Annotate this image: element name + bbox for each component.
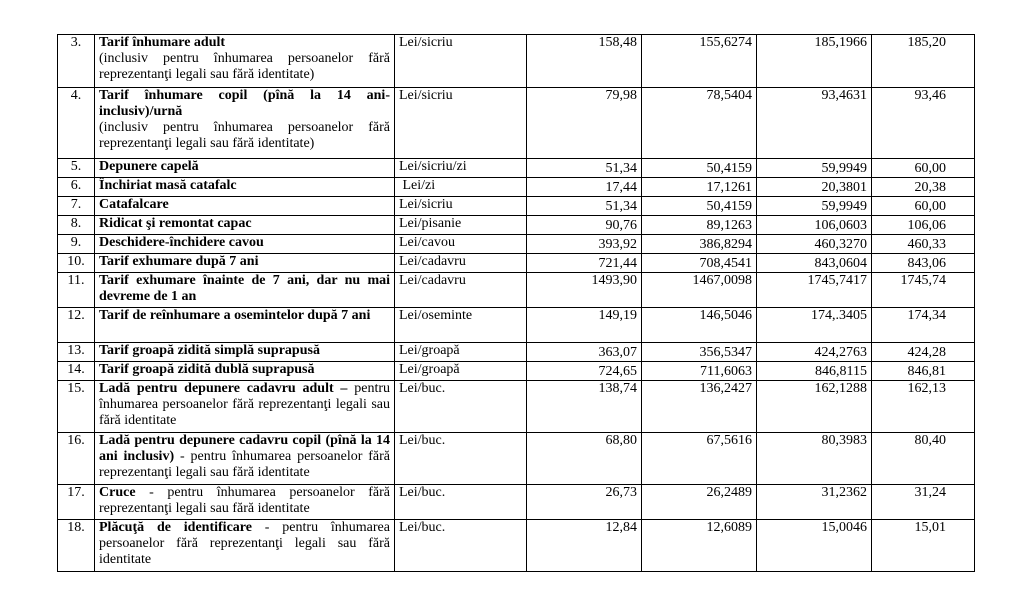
unit-of-measure: Lei/groapă [395, 362, 527, 381]
tariff-value-2: 12,6089 [642, 520, 757, 572]
row-number: 11. [58, 273, 95, 308]
row-number: 4. [58, 88, 95, 159]
unit-of-measure: Lei/oseminte [395, 308, 527, 343]
tariff-value-4: 1745,74 [872, 273, 975, 308]
unit-of-measure: Lei/sicriu [395, 197, 527, 216]
service-description [95, 197, 395, 216]
tariff-value-3: 80,3983 [757, 433, 872, 485]
unit-of-measure: Lei/buc. [395, 381, 527, 433]
tariff-value-3: 1745,7417 [757, 273, 872, 308]
row-number: 17. [58, 485, 95, 520]
tariff-value-4: 106,06 [872, 216, 975, 235]
tariff-value-3: 93,4631 [757, 88, 872, 159]
service-description [95, 35, 395, 88]
service-name: Tarif înhumare copil (pînă la 14 ani-inclusiv)/urnă [99, 88, 390, 119]
table-row [58, 308, 975, 343]
row-number: 3. [58, 35, 95, 88]
tariff-value-1: 17,44 [527, 178, 642, 197]
service-name: Depunere capelă [99, 159, 199, 174]
tariff-value-2: 50,4159 [642, 159, 757, 178]
tariff-value-1: 724,65 [527, 362, 642, 381]
tariff-value-3: 843,0604 [757, 254, 872, 273]
service-name: Tarif groapă zidită simplă suprapusă [99, 343, 320, 358]
service-name: Cruce [99, 485, 136, 500]
unit-of-measure: Lei/sicriu/zi [395, 159, 527, 178]
row-number: 15. [58, 381, 95, 433]
unit-of-measure: Lei/sicriu [395, 88, 527, 159]
tariff-value-4: 174,34 [872, 308, 975, 343]
service-description [95, 254, 395, 273]
tariff-value-3: 59,9949 [757, 197, 872, 216]
tariff-value-2: 17,1261 [642, 178, 757, 197]
row-number: 14. [58, 362, 95, 381]
row-number: 6. [58, 178, 95, 197]
table-row [58, 520, 975, 572]
row-number: 18. [58, 520, 95, 572]
service-name: Tarif exhumare înainte de 7 ani, dar nu mai devreme de 1 an [99, 273, 390, 304]
service-name: Tarif exhumare după 7 ani [99, 254, 259, 269]
tariff-value-1: 12,84 [527, 520, 642, 572]
service-description [95, 485, 395, 520]
service-note: - pentru înhumarea persoanelor fără reprezentanţi legali sau fără identitate [99, 485, 390, 516]
tariff-value-4: 424,28 [872, 343, 975, 362]
tariff-value-1: 138,74 [527, 381, 642, 433]
unit-of-measure: Lei/cavou [395, 235, 527, 254]
tariff-value-4: 80,40 [872, 433, 975, 485]
table-row [58, 159, 975, 178]
service-description [95, 88, 395, 159]
service-name: Deschidere-închidere cavou [99, 235, 264, 250]
tariff-value-1: 158,48 [527, 35, 642, 88]
tariff-value-2: 50,4159 [642, 197, 757, 216]
table-row [58, 197, 975, 216]
tariff-value-3: 31,2362 [757, 485, 872, 520]
unit-of-measure: Lei/sicriu [395, 35, 527, 88]
service-description [95, 520, 395, 572]
tariff-value-3: 846,8115 [757, 362, 872, 381]
tariff-value-2: 1467,0098 [642, 273, 757, 308]
tariff-value-1: 51,34 [527, 159, 642, 178]
tariff-table [57, 34, 975, 572]
row-number: 12. [58, 308, 95, 343]
service-description [95, 308, 395, 343]
tariff-value-4: 60,00 [872, 197, 975, 216]
service-name: Catafalcare [99, 197, 169, 212]
tariff-value-3: 15,0046 [757, 520, 872, 572]
tariff-value-4: 31,24 [872, 485, 975, 520]
unit-of-measure: Lei/pisanie [395, 216, 527, 235]
tariff-value-2: 711,6063 [642, 362, 757, 381]
service-note: pentru înhumarea persoanelor fără reprezentanţi legali sau fără identitate [99, 381, 390, 428]
tariff-value-2: 78,5404 [642, 88, 757, 159]
tariff-value-4: 15,01 [872, 520, 975, 572]
service-name: Tarif înhumare adult [99, 35, 226, 50]
row-number: 13. [58, 343, 95, 362]
tariff-value-4: 20,38 [872, 178, 975, 197]
table-row [58, 381, 975, 433]
tariff-value-4: 93,46 [872, 88, 975, 159]
table-row [58, 433, 975, 485]
service-description [95, 159, 395, 178]
unit-of-measure: Lei/groapă [395, 343, 527, 362]
service-name: Ladă pentru depunere cadavru adult – [99, 381, 348, 396]
tariff-table-body [58, 35, 975, 572]
tariff-value-1: 721,44 [527, 254, 642, 273]
table-row [58, 178, 975, 197]
tariff-value-3: 185,1966 [757, 35, 872, 88]
service-description [95, 343, 395, 362]
table-row [58, 216, 975, 235]
tariff-value-4: 162,13 [872, 381, 975, 433]
tariff-value-1: 149,19 [527, 308, 642, 343]
service-note: - pentru înhumarea persoanelor fără reprezentanţi legali sau fără identitate [99, 449, 390, 480]
tariff-value-4: 185,20 [872, 35, 975, 88]
tariff-value-2: 136,2427 [642, 381, 757, 433]
tariff-value-1: 68,80 [527, 433, 642, 485]
tariff-value-2: 155,6274 [642, 35, 757, 88]
table-row [58, 254, 975, 273]
tariff-value-3: 106,0603 [757, 216, 872, 235]
service-name: Plăcuţă de identificare [99, 520, 252, 535]
tariff-value-2: 708,4541 [642, 254, 757, 273]
tariff-value-4: 460,33 [872, 235, 975, 254]
unit-of-measure: Lei/buc. [395, 485, 527, 520]
service-description [95, 216, 395, 235]
tariff-value-3: 424,2763 [757, 343, 872, 362]
tariff-value-3: 162,1288 [757, 381, 872, 433]
unit-of-measure: Lei/zi [395, 178, 527, 197]
row-number: 8. [58, 216, 95, 235]
table-row [58, 343, 975, 362]
table-row [58, 35, 975, 88]
tariff-value-3: 460,3270 [757, 235, 872, 254]
service-description [95, 178, 395, 197]
row-number: 9. [58, 235, 95, 254]
service-note: (inclusiv pentru înhumarea persoanelor fără reprezentanţi legali sau fără identitate) [99, 51, 390, 82]
tariff-value-1: 26,73 [527, 485, 642, 520]
tariff-value-1: 51,34 [527, 197, 642, 216]
table-row [58, 88, 975, 159]
tariff-value-2: 386,8294 [642, 235, 757, 254]
tariff-value-2: 146,5046 [642, 308, 757, 343]
service-description [95, 433, 395, 485]
service-name: Tarif de reînhumare a osemintelor după 7 ani [99, 308, 371, 323]
row-number: 16. [58, 433, 95, 485]
unit-of-measure: Lei/cadavru [395, 254, 527, 273]
tariff-value-1: 1493,90 [527, 273, 642, 308]
tariff-value-4: 843,06 [872, 254, 975, 273]
service-name: Închiriat masă catafalc [99, 178, 237, 193]
service-name: Ridicat şi remontat capac [99, 216, 252, 231]
tariff-value-1: 90,76 [527, 216, 642, 235]
service-description [95, 362, 395, 381]
tariff-value-2: 89,1263 [642, 216, 757, 235]
service-name: Ladă pentru depunere cadavru copil (pînă la 14 ani inclusiv) [99, 433, 390, 464]
unit-of-measure: Lei/buc. [395, 520, 527, 572]
service-note: (inclusiv pentru înhumarea persoanelor fără reprezentanţi legali sau fără identitate) [99, 120, 390, 151]
table-row [58, 362, 975, 381]
unit-of-measure: Lei/cadavru [395, 273, 527, 308]
tariff-value-1: 363,07 [527, 343, 642, 362]
table-row [58, 235, 975, 254]
tariff-value-3: 59,9949 [757, 159, 872, 178]
service-note: - pentru înhumarea persoanelor fără reprezentanţi legali sau fără identitate [99, 520, 390, 567]
table-row [58, 273, 975, 308]
tariff-value-2: 26,2489 [642, 485, 757, 520]
row-number: 7. [58, 197, 95, 216]
tariff-value-3: 174,.3405 [757, 308, 872, 343]
service-description [95, 381, 395, 433]
tariff-value-4: 846,81 [872, 362, 975, 381]
tariff-value-3: 20,3801 [757, 178, 872, 197]
service-description [95, 235, 395, 254]
tariff-value-1: 79,98 [527, 88, 642, 159]
unit-of-measure: Lei/buc. [395, 433, 527, 485]
tariff-value-2: 356,5347 [642, 343, 757, 362]
tariff-value-1: 393,92 [527, 235, 642, 254]
row-number: 5. [58, 159, 95, 178]
service-description [95, 273, 395, 308]
service-name: Tarif groapă zidită dublă suprapusă [99, 362, 315, 377]
row-number: 10. [58, 254, 95, 273]
tariff-value-2: 67,5616 [642, 433, 757, 485]
table-row [58, 485, 975, 520]
tariff-value-4: 60,00 [872, 159, 975, 178]
